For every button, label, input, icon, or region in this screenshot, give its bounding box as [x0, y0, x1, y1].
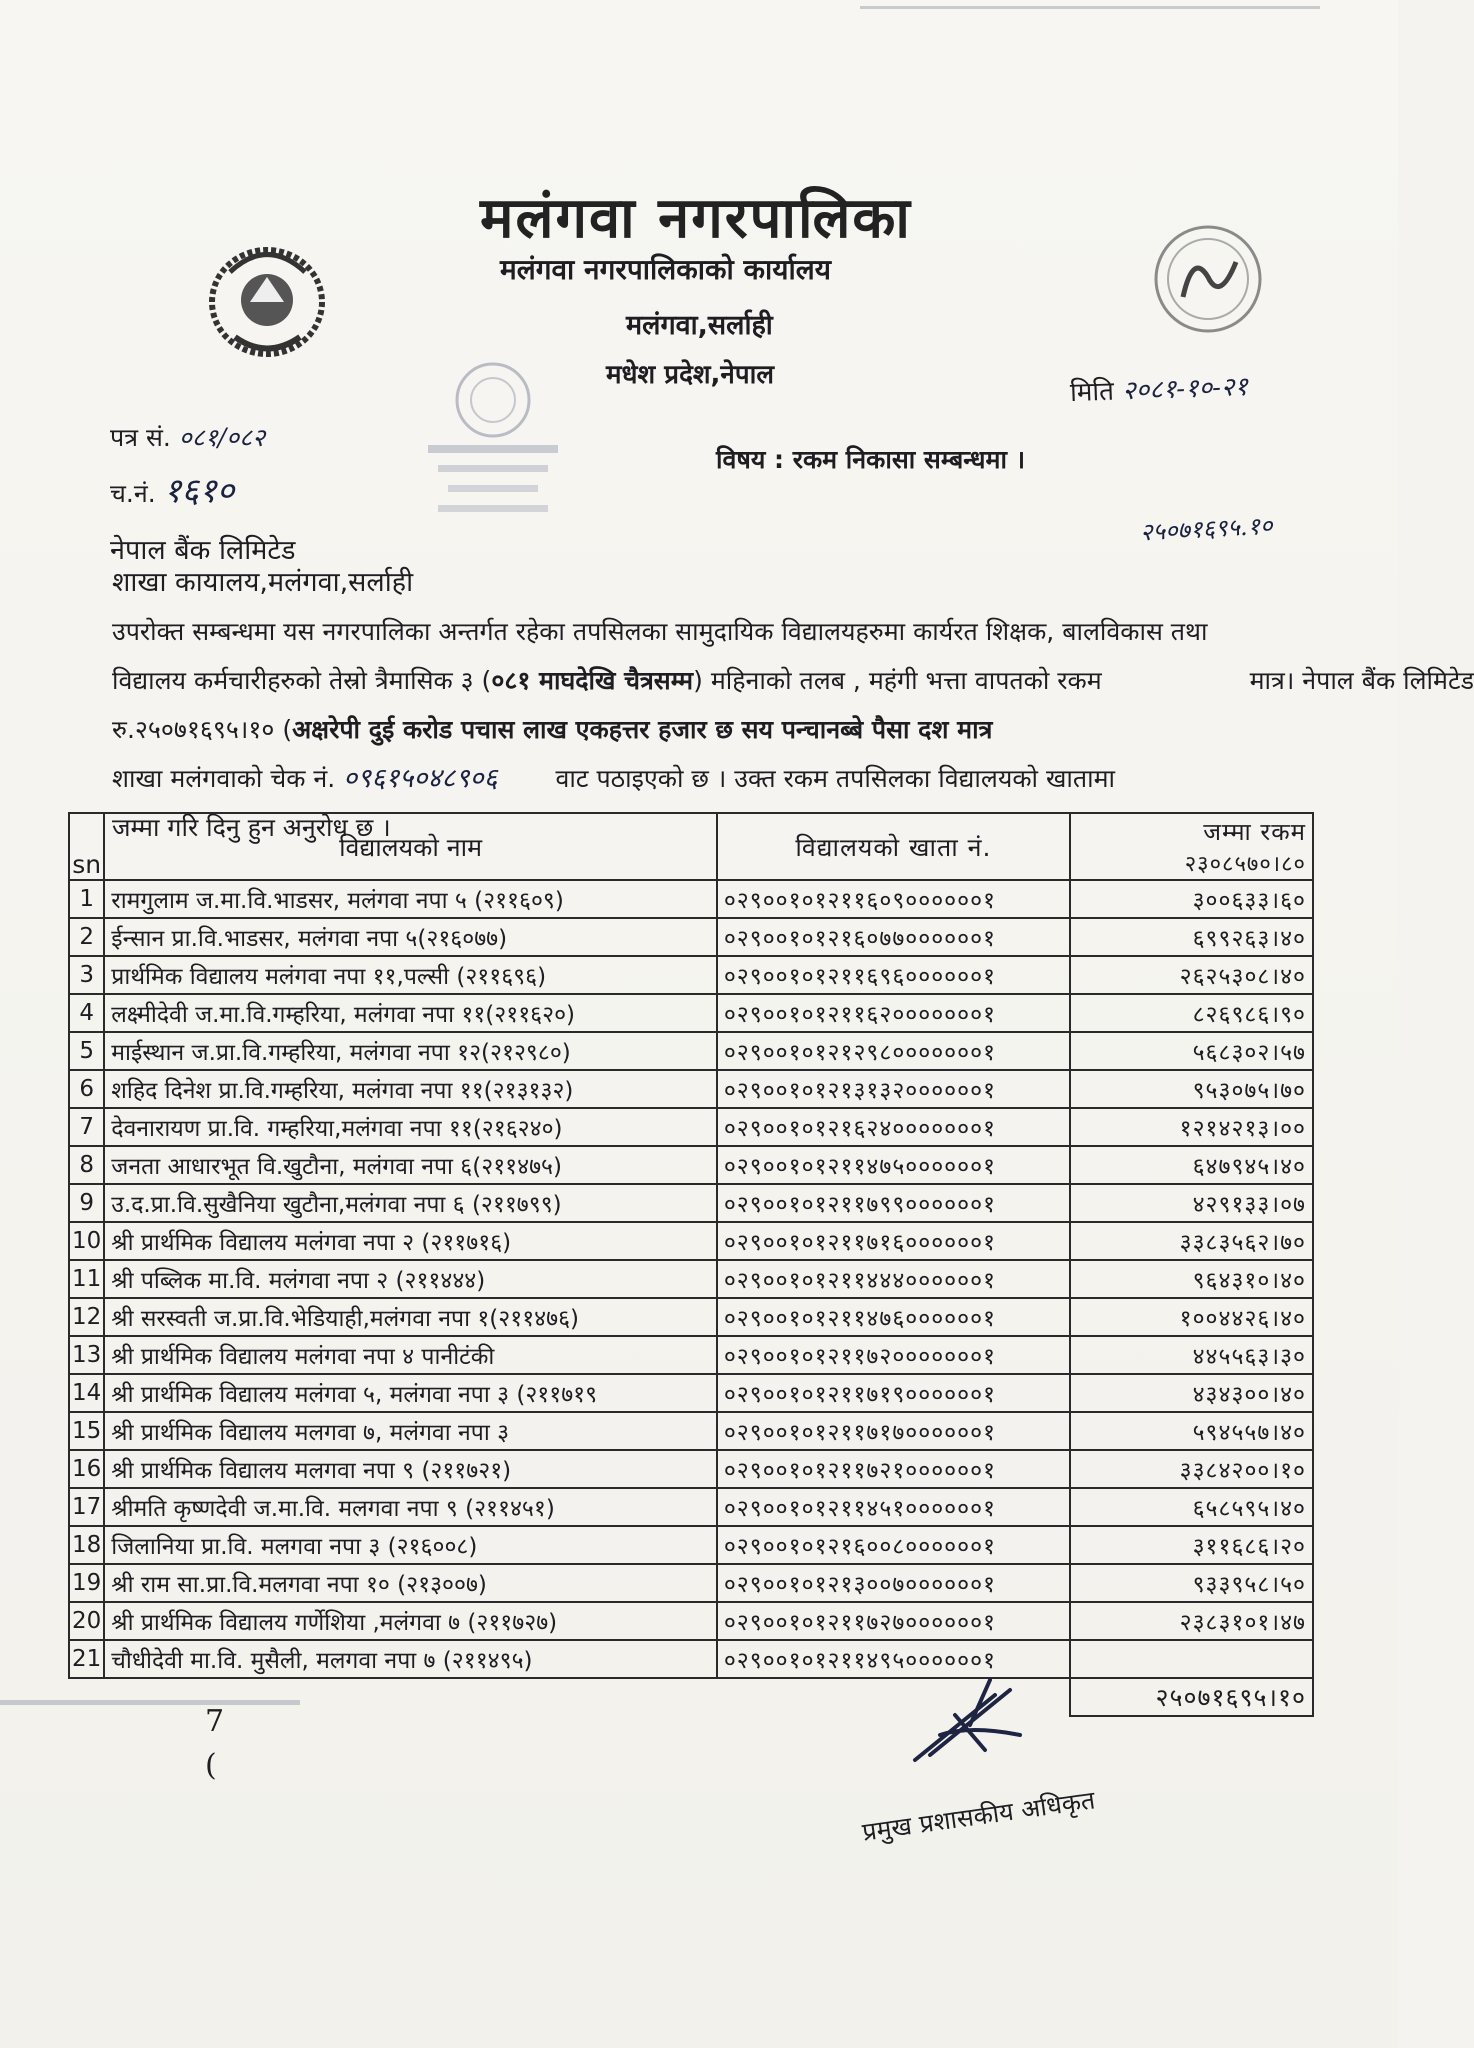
cell-sn: 11 [69, 1260, 104, 1298]
cell-sn: 2 [69, 918, 104, 956]
cell-school-name: श्री प्रार्थमिक विद्यालय मलगवा नपा ९ (२११७२१) [104, 1450, 717, 1488]
cell-account: ०२९००१०१२१३००७००००००१ [717, 1564, 1070, 1602]
cell-school-name: श्री प्रार्थमिक विद्यालय मलंगवा नपा ४ पानीटंकी [104, 1336, 717, 1374]
total-amount: २५०७१६९५।१० [1070, 1678, 1313, 1716]
cell-account: ०२९००१०१२१६०७७००००००१ [717, 918, 1070, 956]
cell-school-name: चौधीदेवी मा.वि. मुसैली, मलगवा नपा ७ (२११४९५) [104, 1640, 717, 1678]
cell-amount: ४३४३००।४० [1070, 1374, 1313, 1412]
cell-sn: 6 [69, 1070, 104, 1108]
cell-amount: १२१४२१३।०० [1070, 1108, 1313, 1146]
cell-sn: 17 [69, 1488, 104, 1526]
body-l2a: विद्यालय कर्मचारीहरुको तेस्रो त्रैमासिक ३ ( [112, 666, 492, 695]
cell-account: ०२९००१०१२१६००८००००००१ [717, 1526, 1070, 1564]
table-row [69, 1146, 1313, 1184]
org-title: मलंगवा नगरपालिका [480, 186, 912, 251]
amount-words: अक्षरेपी दुई करोड पचास लाख एकहत्तर हजार छ सय पन्चानब्बे पैसा दश मात्र [292, 715, 993, 744]
cell-school-name: श्री सरस्वती ज.प्रा.वि.भेडियाही,मलंगवा नपा १(२११४७६) [104, 1298, 717, 1336]
cell-sn: 4 [69, 994, 104, 1032]
date-label: मिति [1069, 376, 1115, 409]
table-row [69, 1108, 1313, 1146]
patra-value: ०८१/०८२ [178, 423, 266, 452]
signature-icon [900, 1665, 1040, 1775]
table-row [69, 1222, 1313, 1260]
cell-amount: ५९४५५७।४० [1070, 1412, 1313, 1450]
table-header-row [69, 813, 1313, 880]
cell-sn: 18 [69, 1526, 104, 1564]
scan-shadow [0, 1700, 300, 1705]
cell-account: ०२९००१०१२११७१६००००००१ [717, 1222, 1070, 1260]
cell-school-name: माईस्थान ज.प्रा.वि.गम्हरिया, मलंगवा नपा १२(२१२९८०) [104, 1032, 717, 1070]
letter-number [110, 420, 265, 454]
cell-amount: ९३३९५८।५० [1070, 1564, 1313, 1602]
cell-amount: ३००६३३।६० [1070, 880, 1313, 918]
cell-sn: 16 [69, 1450, 104, 1488]
cell-school-name: रामगुलाम ज.मा.वि.भाडसर, मलंगवा नपा ५ (२११६०९) [104, 880, 717, 918]
total-row [69, 1678, 1313, 1716]
cell-amount: ६९९२६३।४० [1070, 918, 1313, 956]
cell-account: ०२९००१०१२११६९६००००००१ [717, 956, 1070, 994]
cell-school-name: ईन्सान प्रा.वि.भाडसर, मलंगवा नपा ५(२१६०७७) [104, 918, 717, 956]
cell-amount: २३८३१०१।४७ [1070, 1602, 1313, 1640]
cell-sn: 13 [69, 1336, 104, 1374]
cell-account: ०२९००१०१२११६०९००००००१ [717, 880, 1070, 918]
cell-sn: 15 [69, 1412, 104, 1450]
amount-figure: रु.२५०७१६९५।१० ( [112, 715, 293, 744]
cell-school-name: श्री राम सा.प्रा.वि.मलगवा नपा १० (२१३००७) [104, 1564, 717, 1602]
table-row [69, 1526, 1313, 1564]
header-amount [1070, 813, 1313, 880]
office-name: मलंगवा नगरपालिकाको कार्यालय [500, 253, 831, 286]
chalani-label: च.नं. [110, 479, 156, 508]
cell-amount: ५६८३०२।५७ [1070, 1032, 1313, 1070]
cell-account: ०२९००१०१२११४७६००००००१ [717, 1298, 1070, 1336]
cell-school-name: लक्ष्मीदेवी ज.मा.वि.गम्हरिया, मलंगवा नपा ११(२११६२०) [104, 994, 717, 1032]
cell-school-name: उ.द.प्रा.वि.सुखैनिया खुटौना,मलंगवा नपा ६ (२११७९९) [104, 1184, 717, 1222]
table-row [69, 1640, 1313, 1678]
cell-account: ०२९००१०१२११४९५००००००१ [717, 1640, 1070, 1678]
cell-account: ०२९००१०१२११६२०००००००१ [717, 994, 1070, 1032]
table-row [69, 1602, 1313, 1640]
cell-account: ०२९००१०१२११४५१००००००१ [717, 1488, 1070, 1526]
patra-label: पत्र सं. [110, 423, 171, 452]
cell-amount: ३३८३५६२।७० [1070, 1222, 1313, 1260]
cell-school-name: श्री पब्लिक मा.वि. मलंगवा नपा २ (२११४४४) [104, 1260, 717, 1298]
cell-sn: 7 [69, 1108, 104, 1146]
table-row [69, 1260, 1313, 1298]
cell-school-name: श्रीमति कृष्णदेवी ज.मा.वि. मलगवा नपा ९ (२११४५१) [104, 1488, 717, 1526]
header-amount-label: जम्मा रकम [1203, 818, 1306, 846]
table-row [69, 918, 1313, 956]
date-value: २०८१-१०-२१ [1121, 371, 1249, 407]
cell-school-name: जिलानिया प्रा.वि. मलगवा नपा ३ (२१६००८) [104, 1526, 717, 1564]
cell-school-name: श्री प्रार्थमिक विद्यालय मलंगवा ५, मलंगवा नपा ३ (२११७१९ [104, 1374, 717, 1412]
cell-account: ०२९००१०१२१३१३२००००००१ [717, 1070, 1070, 1108]
cell-school-name: प्रार्थमिक विद्यालय मलंगवा नपा ११,पल्सी (२११६९६) [104, 956, 717, 994]
cell-sn: 9 [69, 1184, 104, 1222]
cell-amount: २६२५३०८।४० [1070, 956, 1313, 994]
nepal-emblem-icon [200, 232, 335, 362]
margin-mark-1: 7 [205, 1704, 225, 1739]
table-row [69, 1184, 1313, 1222]
table-row [69, 1298, 1313, 1336]
province-name: मधेश प्रदेश,नेपाल [606, 360, 774, 390]
header-amount-value: २३०८५७०।८० [1184, 852, 1306, 877]
body-line-3 [112, 705, 1312, 754]
cell-sn: 20 [69, 1602, 104, 1640]
header-account: विद्यालयको खाता नं. [717, 813, 1070, 880]
cell-school-name: श्री प्रार्थमिक विद्यालय मलगवा ७, मलंगवा नपा ३ [104, 1412, 717, 1450]
body-line-1: उपरोक्त सम्बन्धमा यस नगरपालिका अन्तर्गत रहेका तपसिलका सामुदायिक विद्यालयहरुमा कार्यरत शिक्षक, बालविकास तथा [112, 617, 1208, 646]
cell-account: ०२९००१०१२१६२४०००००००१ [717, 1108, 1070, 1146]
cell-amount: ९६४३१०।४० [1070, 1260, 1313, 1298]
cell-account: ०२९००१०१२११४७५००००००१ [717, 1146, 1070, 1184]
table-row [69, 1070, 1313, 1108]
cell-amount: ३३८४२००।१० [1070, 1450, 1313, 1488]
letter-body [112, 558, 1474, 852]
cell-sn: 5 [69, 1032, 104, 1070]
cell-account: ०२९००१०१२११४४४००००००१ [717, 1260, 1070, 1298]
schools-table [68, 812, 1314, 1717]
cell-account: ०२९००१०१२१२९८०००००००१ [717, 1032, 1070, 1070]
cell-sn: 19 [69, 1564, 104, 1602]
cell-school-name: जनता आधारभूत वि.खुटौना, मलंगवा नपा ६(२११४७५) [104, 1146, 717, 1184]
cell-amount: ४४५५६३।३० [1070, 1336, 1313, 1374]
cell-sn: 1 [69, 880, 104, 918]
cell-amount: १००४४२६।४० [1070, 1298, 1313, 1336]
municipality-logo-icon [1148, 222, 1268, 337]
office-stamp-icon [408, 350, 578, 535]
table-row [69, 994, 1313, 1032]
cell-sn: 10 [69, 1222, 104, 1260]
cell-sn: 14 [69, 1374, 104, 1412]
body-l2c: ) महिनाको तलब , महंगी भत्ता वापतको रकम [693, 666, 1102, 695]
table-row [69, 1336, 1313, 1374]
body-line-5: जम्मा गरि दिनु हुन अनुरोध छ । [112, 813, 391, 842]
cheque-label: शाखा मलंगवाको चेक नं. [112, 764, 336, 793]
chalani-value: १६१० [163, 471, 235, 511]
cell-sn: 12 [69, 1298, 104, 1336]
margin-mark-2: ( [205, 1748, 217, 1783]
office-location: मलंगवा,सर्लाही [626, 310, 773, 341]
signatory-title: प्रमुख प्रशासकीय अधिकृत [860, 1785, 1097, 1847]
period-text: ०८१ माघदेखि चैत्रसम्म [491, 666, 694, 695]
table-body [69, 880, 1313, 1678]
cell-amount: ९५३०७५।७० [1070, 1070, 1313, 1108]
cell-sn: 21 [69, 1640, 104, 1678]
recipient-branch: शाखा कायालय,मलंगवा,सर्लाही [112, 567, 414, 598]
header-sn: sn [69, 813, 104, 880]
cell-sn: 3 [69, 956, 104, 994]
total-empty-sn [69, 1678, 104, 1716]
body-l3a: मात्र। नेपाल बैंक लिमिटेड [1249, 666, 1474, 695]
cell-amount: ८२६९८६।९० [1070, 994, 1313, 1032]
cell-account: ०२९००१०१२११७१७००००००१ [717, 1412, 1070, 1450]
table-row [69, 1412, 1313, 1450]
total-empty-name [104, 1678, 717, 1716]
body-line-2 [112, 656, 1474, 705]
cell-sn: 8 [69, 1146, 104, 1184]
table-row [69, 880, 1313, 918]
cell-amount [1070, 1640, 1313, 1678]
cell-account: ०२९००१०१२११७२०००००००१ [717, 1336, 1070, 1374]
body-line-4 [112, 754, 1312, 803]
dispatch-number [110, 466, 234, 512]
table-row [69, 1450, 1313, 1488]
header-school-name: विद्यालयको नाम [104, 813, 717, 880]
cell-amount: ६४७९४५।४० [1070, 1146, 1313, 1184]
cell-account: ०२९००१०१२११७१९००००००१ [717, 1374, 1070, 1412]
cell-amount: ३११६८६।२० [1070, 1526, 1313, 1564]
margin-marks [205, 1700, 224, 1788]
cell-amount: ४२९१३३।०७ [1070, 1184, 1313, 1222]
recipient-bank: नेपाल बैंक लिमिटेड [110, 535, 296, 566]
body-l5b: वाट पठाइएको छ । उक्त रकम तपसिलका विद्यालयको खातामा [555, 764, 1116, 793]
cheque-number: ०९६१५०४८९०६ [343, 763, 498, 794]
cell-account: ०२९००१०१२११७२१००००००१ [717, 1450, 1070, 1488]
scan-edge-line [860, 6, 1320, 9]
cell-school-name: श्री प्रार्थमिक विद्यालय गर्णेशिया ,मलंगवा ७ (२११७२७) [104, 1602, 717, 1640]
table-row [69, 1374, 1313, 1412]
handwritten-amount: २५०७१६९५.१० [1139, 511, 1274, 547]
table-row [69, 1032, 1313, 1070]
cell-amount: ६५८५९५।४० [1070, 1488, 1313, 1526]
cell-account: ०२९००१०१२११७९९००००००१ [717, 1184, 1070, 1222]
table-row [69, 956, 1313, 994]
cell-school-name: शहिद दिनेश प्रा.वि.गम्हरिया, मलंगवा नपा ११(२१३१३२) [104, 1070, 717, 1108]
cell-school-name: देवनारायण प्रा.वि. गम्हरिया,मलंगवा नपा ११(२१६२४०) [104, 1108, 717, 1146]
subject-line: विषय : रकम निकासा सम्बन्धमा । [716, 445, 1026, 474]
cell-account: ०२९००१०१२११७२७००००००१ [717, 1602, 1070, 1640]
table-row [69, 1564, 1313, 1602]
cell-school-name: श्री प्रार्थमिक विद्यालय मलंगवा नपा २ (२११७१६) [104, 1222, 717, 1260]
table-row [69, 1488, 1313, 1526]
date-line [1069, 367, 1248, 409]
